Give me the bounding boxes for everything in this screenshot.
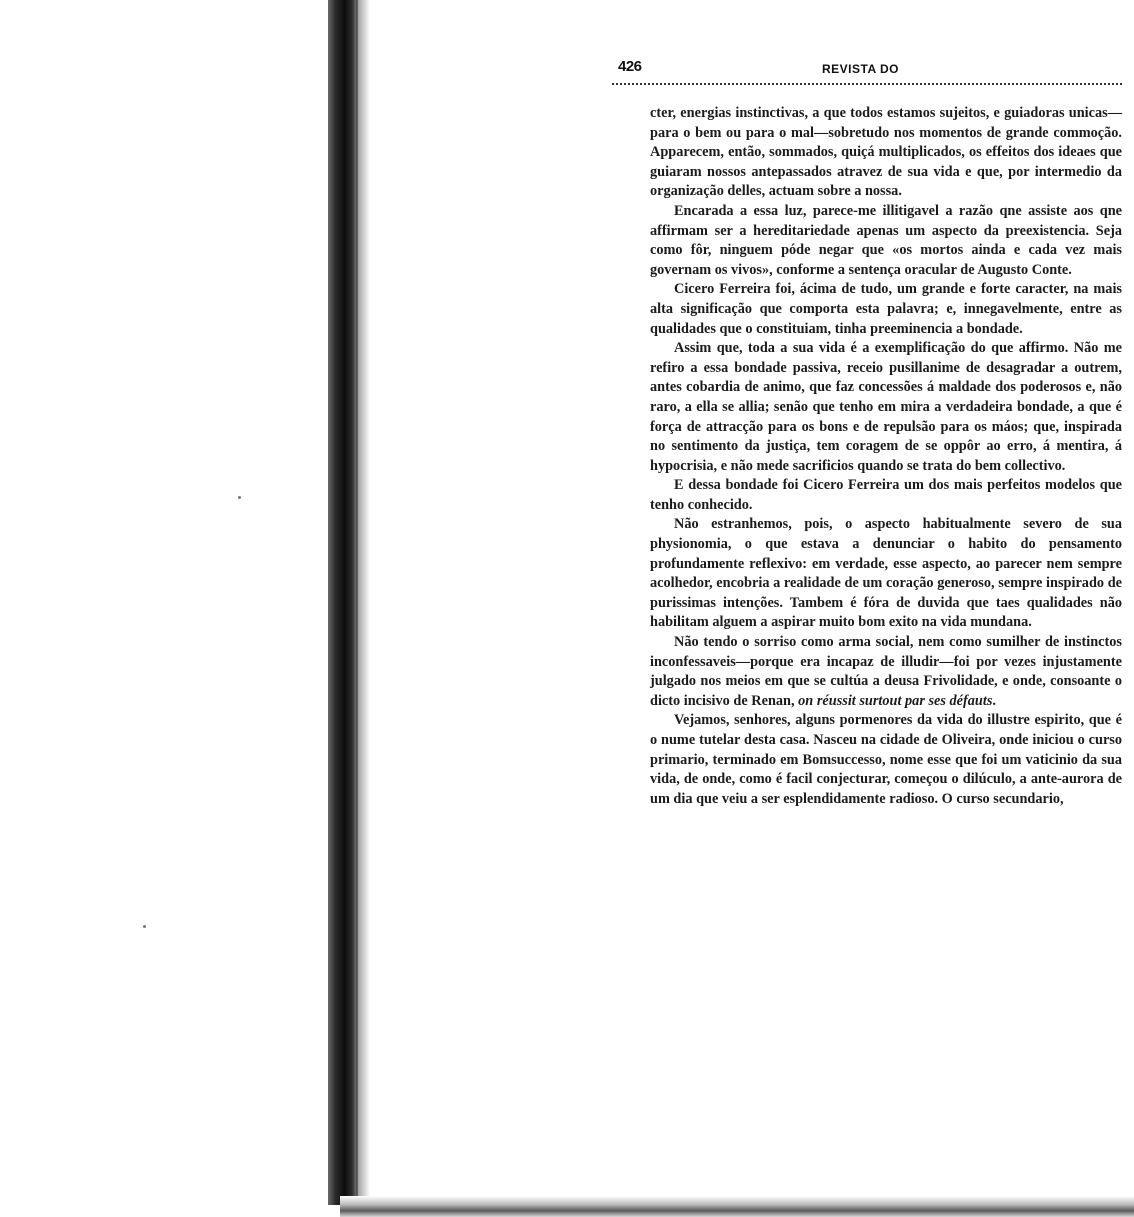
paragraph: Cicero Ferreira foi, ácima de tudo, um grande e forte caracter, na mais alta significação que comporta esta palavra; e, innegavelmente, entre as qualidades que o constituiam, tinha preeminencia a bondade. xyxy=(650,281,1122,337)
running-head: REVISTA DO xyxy=(822,62,900,76)
paragraph: Assim que, toda a sua vida é a exemplificação do que affirmo. Não me refiro a essa bondade passiva, receio pusillanime de desagradar a outrem, antes cobardia de animo, que faz concessões á maldade dos poderosos e, não raro, a ella se allia; senão que tenho em mira a verdadeira bondade, a que é força de attracção para os bons e de repulsão para os máos; que, inspirada no sentimento da justiça, tem coragem de se oppôr ao erro, á mentira, á hypocrisia, e não mede sacrificios quando se trata do bem collectivo. xyxy=(650,340,1122,474)
paragraph xyxy=(650,633,1122,711)
paper-speck xyxy=(143,925,146,928)
paper-speck xyxy=(238,496,241,499)
french-quote: on réussit surtout par ses défauts xyxy=(798,692,993,709)
paragraph: Não estranhemos, pois, o aspecto habitualmente severo de sua physionomia, o que estava a denunciar o habito do pensamento profundamente reflexivo: em verdade, esse aspecto, ao parecer nem sempre acolhedor, encobria a realidade de um coração generoso, sempre inspirado de purissimas intenções. Tambem é fóra de duvida que taes qualidades não habilitam alguem a aspirar muito bom exito na vida mundana. xyxy=(650,516,1122,631)
paragraph: Vejamos, senhores, alguns pormenores da vida do illustre espirito, que é o nume tutelar desta casa. Nasceu na cidade de Oliveira, onde iniciou o curso primario, terminado em Bomsuccesso, nome esse que foi um vaticinio da sua vida, de onde, como é facil conjecturar, começou o dilúculo, a ante-aurora de um dia que veiu a ser esplendidamente radioso. O curso secundario, xyxy=(650,712,1122,807)
book-binding-area xyxy=(0,0,370,1217)
page-bottom-edge xyxy=(340,1196,1134,1217)
spine-shadow xyxy=(356,0,370,1200)
paragraph-text: Não tendo o sorriso como arma social, nem como sumilher de instinctos inconfessaveis—porque era incapaz de illudir—foi por vezes injustamente julgado nos meios em que se cultúa a deusa Frivolidade, e onde, consoante o dicto incisivo de Renan, xyxy=(650,634,1122,709)
body-text xyxy=(650,104,1122,809)
page-header xyxy=(612,56,1122,76)
header-rule xyxy=(612,83,1122,88)
paragraph-end: . xyxy=(992,692,996,709)
book-page xyxy=(612,56,1122,807)
paragraph: Encarada a essa luz, parece-me illitigavel a razão qne assiste aos qne affirmam ser a hereditariedade apenas um aspecto da preexistencia. Seja como fôr, ninguem póde negar que «os mortos ainda e cada vez mais governam os vivos», conforme a sentença oracular de Augusto Conte. xyxy=(650,202,1122,278)
paragraph: E dessa bondade foi Cicero Ferreira um dos mais perfeitos modelos que tenho conhecido. xyxy=(650,477,1122,513)
paragraph: cter, energias instinctivas, a que todos estamos sujeitos, e guiadoras unicas—para o bem ou para o mal—sobretudo nos momentos de grande commoção. Apparecem, então, sommados, quiçá multiplicados, os effeitos dos ideaes que guiaram nossos antepassados atravez de sua vida e que, por intermedio da organização delles, actuam sobre a nossa. xyxy=(650,105,1122,200)
book-spine xyxy=(328,0,358,1205)
page-number: 426 xyxy=(618,58,642,75)
